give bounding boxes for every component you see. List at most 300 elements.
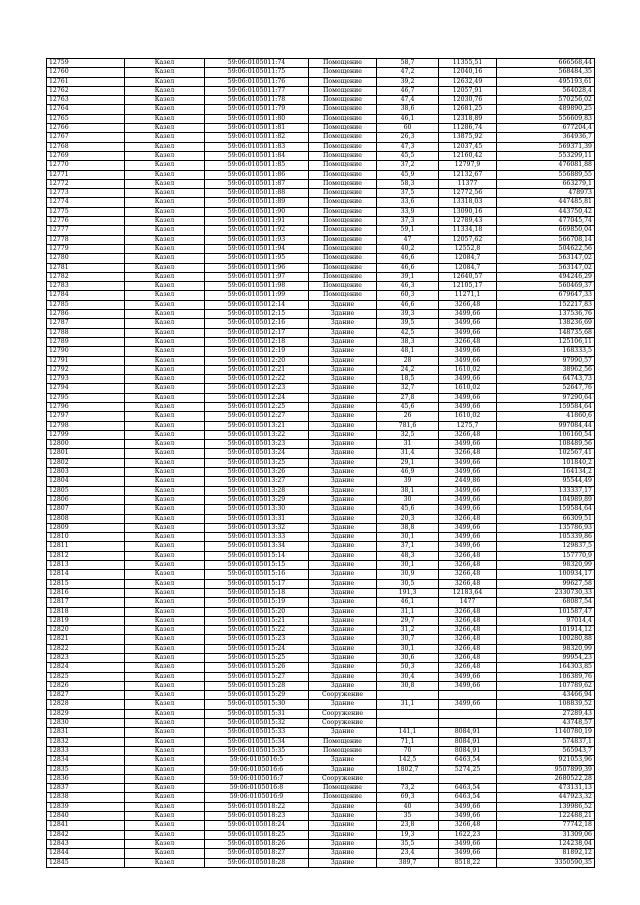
municipality-cell: Казел (125, 700, 205, 709)
specific-value-cell: 3266,48 (439, 607, 497, 616)
table-row (47, 765, 595, 774)
cadastral-number-cell: 59:06:0105015:18 (205, 588, 309, 597)
cadastral-value-cell: 98320,99 (497, 561, 595, 570)
specific-value-cell: 13875,92 (439, 133, 497, 142)
table-row (47, 142, 595, 151)
cadastral-number-cell: 59:06:0105015:30 (205, 700, 309, 709)
table-row (47, 486, 595, 495)
area-cell: 30,1 (377, 561, 439, 570)
row-number-cell: 12767 (47, 133, 125, 142)
area-cell: 30,4 (377, 672, 439, 681)
specific-value-cell: 3499,66 (439, 849, 497, 858)
cadastral-number-cell: 59:06:0105011:78 (205, 96, 309, 105)
cadastral-number-cell: 59:06:0105012:14 (205, 300, 309, 309)
table-row (47, 412, 595, 421)
area-cell: 45,5 (377, 151, 439, 160)
specific-value-cell: 3499,66 (439, 802, 497, 811)
specific-value-cell: 12318,89 (439, 114, 497, 123)
specific-value-cell: 12057,91 (439, 86, 497, 95)
row-number-cell: 12766 (47, 124, 125, 133)
cadastral-value-cell: 556889,55 (497, 170, 595, 179)
cadastral-number-cell: 59:06:0105011:95 (205, 254, 309, 263)
cadastral-value-cell: 105339,86 (497, 533, 595, 542)
specific-value-cell: 3266,48 (439, 449, 497, 458)
specific-value-cell: 1610,02 (439, 365, 497, 374)
cadastral-number-cell: 59:06:0105013:25 (205, 458, 309, 467)
row-number-cell: 12785 (47, 300, 125, 309)
table-row (47, 561, 595, 570)
table-row (47, 505, 595, 514)
municipality-cell: Казел (125, 142, 205, 151)
cadastral-value-cell: 566708,14 (497, 235, 595, 244)
specific-value-cell: 3499,66 (439, 505, 497, 514)
area-cell: 73,2 (377, 784, 439, 793)
specific-value-cell: 12640,57 (439, 272, 497, 281)
cadastral-value-cell: 568484,35 (497, 68, 595, 77)
area-cell: 46,7 (377, 86, 439, 95)
specific-value-cell: 2449,86 (439, 477, 497, 486)
municipality-cell: Казел (125, 746, 205, 755)
cadastral-value-cell: 489890,25 (497, 105, 595, 114)
cadastral-number-cell: 59:06:0105012:23 (205, 384, 309, 393)
municipality-cell: Казел (125, 328, 205, 337)
object-type-cell: Здание (309, 337, 377, 346)
table-row (47, 691, 595, 700)
area-cell (377, 709, 439, 718)
row-number-cell: 12840 (47, 812, 125, 821)
cadastral-number-cell: 59:06:0105015:16 (205, 570, 309, 579)
specific-value-cell: 3499,66 (439, 812, 497, 821)
specific-value-cell: 1477 (439, 598, 497, 607)
table-row (47, 272, 595, 281)
table-row (47, 654, 595, 663)
cadastral-value-cell: 168333,5 (497, 347, 595, 356)
cadastral-number-cell: 59:06:0105011:76 (205, 77, 309, 86)
cadastral-number-cell: 59:06:0105012:22 (205, 375, 309, 384)
cadastral-value-cell: 104989,89 (497, 495, 595, 504)
row-number-cell: 12810 (47, 533, 125, 542)
object-type-cell: Помещение (309, 77, 377, 86)
cadastral-number-cell: 59:06:0105015:23 (205, 635, 309, 644)
cadastral-value-cell: 564028,4 (497, 86, 595, 95)
row-number-cell: 12837 (47, 784, 125, 793)
table-row (47, 449, 595, 458)
row-number-cell: 12841 (47, 821, 125, 830)
cadastral-value-cell: 563147,02 (497, 254, 595, 263)
municipality-cell: Казел (125, 756, 205, 765)
row-number-cell: 12824 (47, 663, 125, 672)
row-number-cell: 12807 (47, 505, 125, 514)
object-type-cell: Здание (309, 542, 377, 551)
row-number-cell: 12819 (47, 616, 125, 625)
object-type-cell: Здание (309, 756, 377, 765)
municipality-cell: Казел (125, 337, 205, 346)
area-cell: 38,1 (377, 486, 439, 495)
cadastral-number-cell: 59:06:0105012:27 (205, 412, 309, 421)
row-number-cell: 12816 (47, 588, 125, 597)
cadastral-value-cell: 129837,5 (497, 542, 595, 551)
object-type-cell: Здание (309, 626, 377, 635)
row-number-cell: 12817 (47, 598, 125, 607)
object-type-cell: Здание (309, 347, 377, 356)
row-number-cell: 12812 (47, 551, 125, 560)
cadastral-number-cell: 59:06:0105012:24 (205, 393, 309, 402)
municipality-cell: Казел (125, 542, 205, 551)
cadastral-value-cell: 106389,76 (497, 672, 595, 681)
row-number-cell: 12768 (47, 142, 125, 151)
municipality-cell: Казел (125, 189, 205, 198)
cadastral-number-cell: 59:06:0105016:9 (205, 793, 309, 802)
object-type-cell: Помещение (309, 793, 377, 802)
specific-value-cell: 3499,66 (439, 356, 497, 365)
object-type-cell: Помещение (309, 282, 377, 291)
cadastral-number-cell: 59:06:0105011:86 (205, 170, 309, 179)
cadastral-number-cell: 59:06:0105012:17 (205, 328, 309, 337)
table-row (47, 319, 595, 328)
cadastral-number-cell: 59:06:0105013:23 (205, 440, 309, 449)
area-cell: 30,8 (377, 681, 439, 690)
object-type-cell: Помещение (309, 59, 377, 68)
cadastral-value-cell: 443750,42 (497, 207, 595, 216)
specific-value-cell: 11286,74 (439, 124, 497, 133)
table-row (47, 728, 595, 737)
object-type-cell: Здание (309, 616, 377, 625)
cadastral-value-cell: 679647,33 (497, 291, 595, 300)
municipality-cell: Казел (125, 681, 205, 690)
table-row (47, 347, 595, 356)
table-body (47, 59, 595, 868)
specific-value-cell: 12084,7 (439, 254, 497, 263)
cadastral-value-cell: 504622,56 (497, 244, 595, 253)
municipality-cell: Казел (125, 793, 205, 802)
cadastral-number-cell: 59:06:0105011:94 (205, 244, 309, 253)
object-type-cell: Здание (309, 728, 377, 737)
cadastral-number-cell: 59:06:0105011:87 (205, 179, 309, 188)
object-type-cell: Здание (309, 588, 377, 597)
cadastral-number-cell: 59:06:0105013:30 (205, 505, 309, 514)
area-cell: 39,5 (377, 319, 439, 328)
row-number-cell: 12782 (47, 272, 125, 281)
row-number-cell: 12845 (47, 858, 125, 867)
cadastral-value-cell: 98320,99 (497, 644, 595, 653)
object-type-cell: Помещение (309, 189, 377, 198)
area-cell: 58,7 (377, 59, 439, 68)
row-number-cell: 12794 (47, 384, 125, 393)
municipality-cell: Казел (125, 59, 205, 68)
cadastral-number-cell: 59:06:0105012:18 (205, 337, 309, 346)
area-cell (377, 774, 439, 783)
area-cell: 48,1 (377, 347, 439, 356)
specific-value-cell: 3266,48 (439, 821, 497, 830)
municipality-cell: Казел (125, 254, 205, 263)
object-type-cell: Помещение (309, 244, 377, 253)
cadastral-value-cell: 139986,52 (497, 802, 595, 811)
cadastral-number-cell: 59:06:0105015:31 (205, 709, 309, 718)
cadastral-value-cell: 101914,12 (497, 626, 595, 635)
municipality-cell: Казел (125, 839, 205, 848)
object-type-cell: Здание (309, 672, 377, 681)
cadastral-value-cell: 77742,18 (497, 821, 595, 830)
table-row (47, 235, 595, 244)
object-type-cell: Здание (309, 839, 377, 848)
row-number-cell: 12778 (47, 235, 125, 244)
object-type-cell: Здание (309, 421, 377, 430)
table-row (47, 68, 595, 77)
municipality-cell: Казел (125, 226, 205, 235)
cadastral-value-cell: 43748,57 (497, 719, 595, 728)
cadastral-value-cell: 125106,11 (497, 337, 595, 346)
object-type-cell: Помещение (309, 105, 377, 114)
specific-value-cell: 12037,45 (439, 142, 497, 151)
municipality-cell: Казел (125, 802, 205, 811)
municipality-cell: Казел (125, 728, 205, 737)
cadastral-value-cell: 108489,56 (497, 440, 595, 449)
row-number-cell: 12843 (47, 839, 125, 848)
cadastral-value-cell: 494246,29 (497, 272, 595, 281)
table-row (47, 198, 595, 207)
specific-value-cell: 3266,48 (439, 561, 497, 570)
area-cell (377, 691, 439, 700)
area-cell: 40 (377, 802, 439, 811)
area-cell: 35 (377, 812, 439, 821)
area-cell: 59,1 (377, 226, 439, 235)
row-number-cell: 12780 (47, 254, 125, 263)
row-number-cell: 12784 (47, 291, 125, 300)
object-type-cell: Здание (309, 579, 377, 588)
row-number-cell: 12801 (47, 449, 125, 458)
municipality-cell: Казел (125, 812, 205, 821)
area-cell: 39,1 (377, 272, 439, 281)
table-row (47, 551, 595, 560)
area-cell: 40,2 (377, 244, 439, 253)
object-type-cell: Помещение (309, 124, 377, 133)
cadastral-value-cell: 921053,96 (497, 756, 595, 765)
cadastral-number-cell: 59:06:0105012:21 (205, 365, 309, 374)
table-row (47, 300, 595, 309)
object-type-cell: Здание (309, 681, 377, 690)
table-row (47, 802, 595, 811)
cadastral-value-cell: 31309,06 (497, 830, 595, 839)
specific-value-cell: 6463,54 (439, 756, 497, 765)
cadastral-number-cell: 59:06:0105011:98 (205, 282, 309, 291)
municipality-cell: Казел (125, 440, 205, 449)
area-cell: 142,5 (377, 756, 439, 765)
row-number-cell: 12771 (47, 170, 125, 179)
object-type-cell: Здание (309, 449, 377, 458)
object-type-cell: Здание (309, 440, 377, 449)
cadastral-value-cell: 106160,54 (497, 430, 595, 439)
object-type-cell: Здание (309, 402, 377, 411)
row-number-cell: 12763 (47, 96, 125, 105)
area-cell: 46,6 (377, 254, 439, 263)
area-cell: 70 (377, 746, 439, 755)
table-row (47, 356, 595, 365)
cadastral-number-cell: 59:06:0105015:24 (205, 644, 309, 653)
table-row (47, 514, 595, 523)
table-row (47, 793, 595, 802)
area-cell: 50,3 (377, 663, 439, 672)
cadastral-number-cell: 59:06:0105011:84 (205, 151, 309, 160)
area-cell: 31,2 (377, 626, 439, 635)
specific-value-cell: 3266,48 (439, 430, 497, 439)
cadastral-value-cell: 41860,6 (497, 412, 595, 421)
cadastral-number-cell: 59:06:0105016:6 (205, 765, 309, 774)
row-number-cell: 12776 (47, 217, 125, 226)
specific-value-cell: 3266,48 (439, 514, 497, 523)
area-cell: 18,5 (377, 375, 439, 384)
object-type-cell: Здание (309, 812, 377, 821)
municipality-cell: Казел (125, 384, 205, 393)
municipality-cell: Казел (125, 86, 205, 95)
area-cell: 48,3 (377, 551, 439, 560)
row-number-cell: 12808 (47, 514, 125, 523)
object-type-cell: Помещение (309, 217, 377, 226)
cadastral-value-cell: 447923,32 (497, 793, 595, 802)
area-cell: 29,1 (377, 458, 439, 467)
cadastral-number-cell: 59:06:0105011:97 (205, 272, 309, 281)
row-number-cell: 12777 (47, 226, 125, 235)
row-number-cell: 12829 (47, 709, 125, 718)
specific-value-cell: 12789,43 (439, 217, 497, 226)
object-type-cell: Помещение (309, 161, 377, 170)
row-number-cell: 12781 (47, 263, 125, 272)
object-type-cell: Здание (309, 821, 377, 830)
object-type-cell: Здание (309, 802, 377, 811)
municipality-cell: Казел (125, 319, 205, 328)
table-row (47, 756, 595, 765)
row-number-cell: 12797 (47, 412, 125, 421)
municipality-cell: Казел (125, 198, 205, 207)
table-row (47, 151, 595, 160)
object-type-cell: Здание (309, 375, 377, 384)
cadastral-value-cell: 97014,4 (497, 616, 595, 625)
cadastral-number-cell: 59:06:0105015:15 (205, 561, 309, 570)
row-number-cell: 12772 (47, 179, 125, 188)
area-cell: 781,6 (377, 421, 439, 430)
area-cell: 47,3 (377, 142, 439, 151)
municipality-cell: Казел (125, 412, 205, 421)
specific-value-cell: 12057,62 (439, 235, 497, 244)
area-cell: 19,3 (377, 830, 439, 839)
table-row (47, 626, 595, 635)
row-number-cell: 12813 (47, 561, 125, 570)
cadastral-value-cell: 152217,83 (497, 300, 595, 309)
specific-value-cell: 3499,66 (439, 458, 497, 467)
cadastral-value-cell: 164303,85 (497, 663, 595, 672)
row-number-cell: 12787 (47, 319, 125, 328)
table-row (47, 533, 595, 542)
area-cell: 46,1 (377, 598, 439, 607)
object-type-cell: Здание (309, 644, 377, 653)
area-cell: 26,3 (377, 133, 439, 142)
table-row (47, 607, 595, 616)
table-row (47, 310, 595, 319)
cadastral-value-cell: 43466,94 (497, 691, 595, 700)
area-cell (377, 719, 439, 728)
table-row (47, 812, 595, 821)
table-row (47, 681, 595, 690)
object-type-cell: Помещение (309, 96, 377, 105)
row-number-cell: 12835 (47, 765, 125, 774)
municipality-cell: Казел (125, 784, 205, 793)
area-cell: 45,6 (377, 505, 439, 514)
row-number-cell: 12774 (47, 198, 125, 207)
area-cell: 26 (377, 412, 439, 421)
area-cell: 58,3 (377, 179, 439, 188)
cadastral-number-cell: 59:06:0105016:7 (205, 774, 309, 783)
cadastral-number-cell: 59:06:0105012:20 (205, 356, 309, 365)
area-cell: 28 (377, 356, 439, 365)
specific-value-cell: 3499,66 (439, 486, 497, 495)
object-type-cell: Помещение (309, 263, 377, 272)
municipality-cell: Казел (125, 235, 205, 244)
area-cell: 29,7 (377, 616, 439, 625)
row-number-cell: 12804 (47, 477, 125, 486)
object-type-cell: Помещение (309, 142, 377, 151)
cadastral-number-cell: 59:06:0105015:17 (205, 579, 309, 588)
specific-value-cell: 11377 (439, 179, 497, 188)
cadastral-value-cell: 97290,64 (497, 393, 595, 402)
cadastral-number-cell: 59:06:0105012:15 (205, 310, 309, 319)
cadastral-value-cell: 157770,9 (497, 551, 595, 560)
cadastral-number-cell: 59:06:0105012:19 (205, 347, 309, 356)
area-cell: 60 (377, 124, 439, 133)
cadastral-value-cell: 556609,83 (497, 114, 595, 123)
cadastral-value-cell: 108839,52 (497, 700, 595, 709)
cadastral-value-cell: 3350590,35 (497, 858, 595, 867)
municipality-cell: Казел (125, 737, 205, 746)
area-cell: 46,6 (377, 263, 439, 272)
object-type-cell: Помещение (309, 784, 377, 793)
object-type-cell: Помещение (309, 68, 377, 77)
area-cell: 24,2 (377, 365, 439, 374)
table-row (47, 375, 595, 384)
object-type-cell: Помещение (309, 170, 377, 179)
cadastral-number-cell: 59:06:0105011:90 (205, 207, 309, 216)
cadastral-number-cell: 59:06:0105013:24 (205, 449, 309, 458)
cadastral-number-cell: 59:06:0105018:24 (205, 821, 309, 830)
row-number-cell: 12842 (47, 830, 125, 839)
area-cell: 35,5 (377, 839, 439, 848)
municipality-cell: Казел (125, 365, 205, 374)
area-cell: 31,1 (377, 700, 439, 709)
cadastral-number-cell: 59:06:0105013:26 (205, 468, 309, 477)
municipality-cell: Казел (125, 124, 205, 133)
row-number-cell: 12818 (47, 607, 125, 616)
municipality-cell: Казел (125, 561, 205, 570)
object-type-cell: Помещение (309, 746, 377, 755)
cadastral-value-cell: 64743,73 (497, 375, 595, 384)
row-number-cell: 12775 (47, 207, 125, 216)
row-number-cell: 12800 (47, 440, 125, 449)
municipality-cell: Казел (125, 709, 205, 718)
cadastral-number-cell: 59:06:0105015:29 (205, 691, 309, 700)
cadastral-value-cell: 666568,44 (497, 59, 595, 68)
specific-value-cell: 12772,56 (439, 189, 497, 198)
cadastral-value-cell: 97990,57 (497, 356, 595, 365)
cadastral-number-cell: 59:06:0105015:19 (205, 598, 309, 607)
cadastral-value-cell: 99954,23 (497, 654, 595, 663)
cadastral-number-cell: 59:06:0105013:29 (205, 495, 309, 504)
municipality-cell: Казел (125, 570, 205, 579)
municipality-cell: Казел (125, 514, 205, 523)
area-cell: 46,1 (377, 114, 439, 123)
cadastral-value-cell: 159584,64 (497, 402, 595, 411)
area-cell: 46,3 (377, 282, 439, 291)
table-row (47, 170, 595, 179)
table-row (47, 133, 595, 142)
cadastral-value-cell: 133337,17 (497, 486, 595, 495)
